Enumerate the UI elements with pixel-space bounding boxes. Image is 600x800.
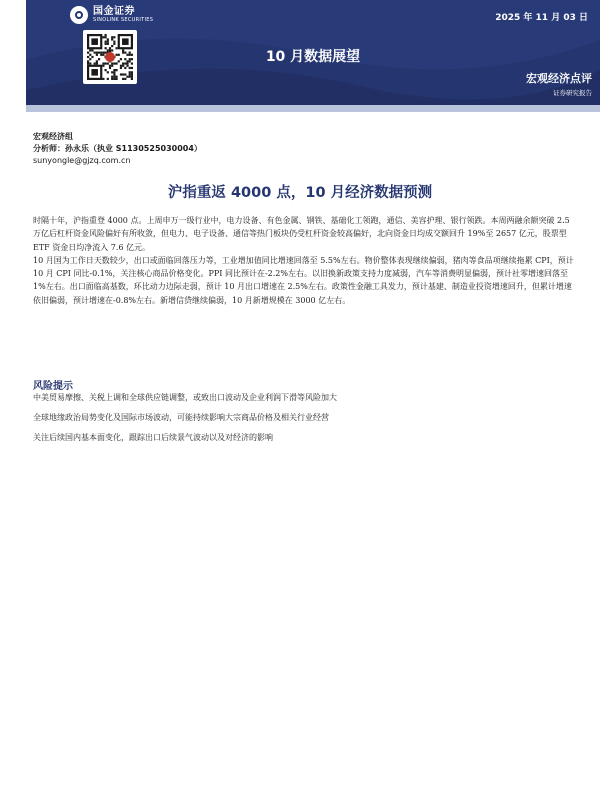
risk-list — [33, 392, 578, 452]
risk-item: 关注后续国内基本面变化，跟踪出口后续景气波动以及对经济的影响 — [33, 433, 273, 442]
body-text — [33, 214, 578, 307]
risk-item: 中美贸易摩擦、关税上调和全球供应链调整，或致出口波动及企业利润下滑等风险加大 — [33, 393, 337, 402]
body-paragraph: 10 月国为工作日天数较少，出口或面临回落压力等，工业增加值同比增速回落至 5.5%左右。物价整体表现继续偏弱，猪肉等食品项继续拖累 CPI，预计 10 月 CPI 同比-0.1%，关注核心商品价格变化。PPI 同比预计在-2.2%左右。以旧换新政策支持力度减弱，汽车等消费明显偏弱，预计社零增速回落至 1%左右。出口面临高基数，环比动力边际走弱，预计 10 月出口增速在 2.5%左右。政策性金融工具发力，预计基建、制造业投资增速回升，但累计增速依旧偏弱，预计增速在-0.8%左右。新增信贷继续偏弱，10 月新增规模在 3000 亿左右。 — [33, 255, 574, 305]
author-block — [33, 131, 202, 167]
risk-title: 风险提示 — [33, 381, 73, 392]
author-analyst: 分析师：孙永乐（执业 S1130525030004） — [33, 144, 202, 153]
author-email[interactable]: sunyongle@gjzq.com.cn — [33, 156, 131, 165]
header-banner — [26, 0, 600, 112]
risk-item: 全球地缘政治局势变化及国际市场波动，可能持续影响大宗商品价格及相关行业经营 — [33, 413, 329, 422]
report-type: 宏观经济点评 — [526, 72, 592, 85]
logo-name-cn: 国金证券 — [93, 6, 135, 17]
banner-strip — [26, 105, 600, 112]
banner-title: 10 月数据展望 — [265, 49, 361, 65]
report-subtype: 证券研究报告 — [553, 89, 592, 97]
body-paragraph: 时隔十年，沪指重登 4000 点。上周申万一级行业中，电力设备、有色金属、钢铁、基础化工领跑，通信、美容护理、银行领跌。本周两融余额突破 2.5 万亿后杠杆资金风险偏好有所收敛，但电力、电子设备、通信等热门板块仍受杠杆资金较高偏好，北向资金日均成交额回升 19%至 2657 亿元，股票型 ETF 资金日均净流入 7.6 亿元。 — [33, 216, 570, 252]
logo-name-en: SINOLINK SECURITIES — [93, 17, 154, 23]
logo-mark-icon — [70, 6, 88, 24]
report-date: 2025 年 11 月 03 日 — [495, 13, 588, 23]
company-logo — [70, 6, 153, 24]
page-title: 沪指重返 4000 点，10 月经济数据预测 — [167, 185, 433, 201]
author-group: 宏观经济组 — [33, 132, 73, 141]
